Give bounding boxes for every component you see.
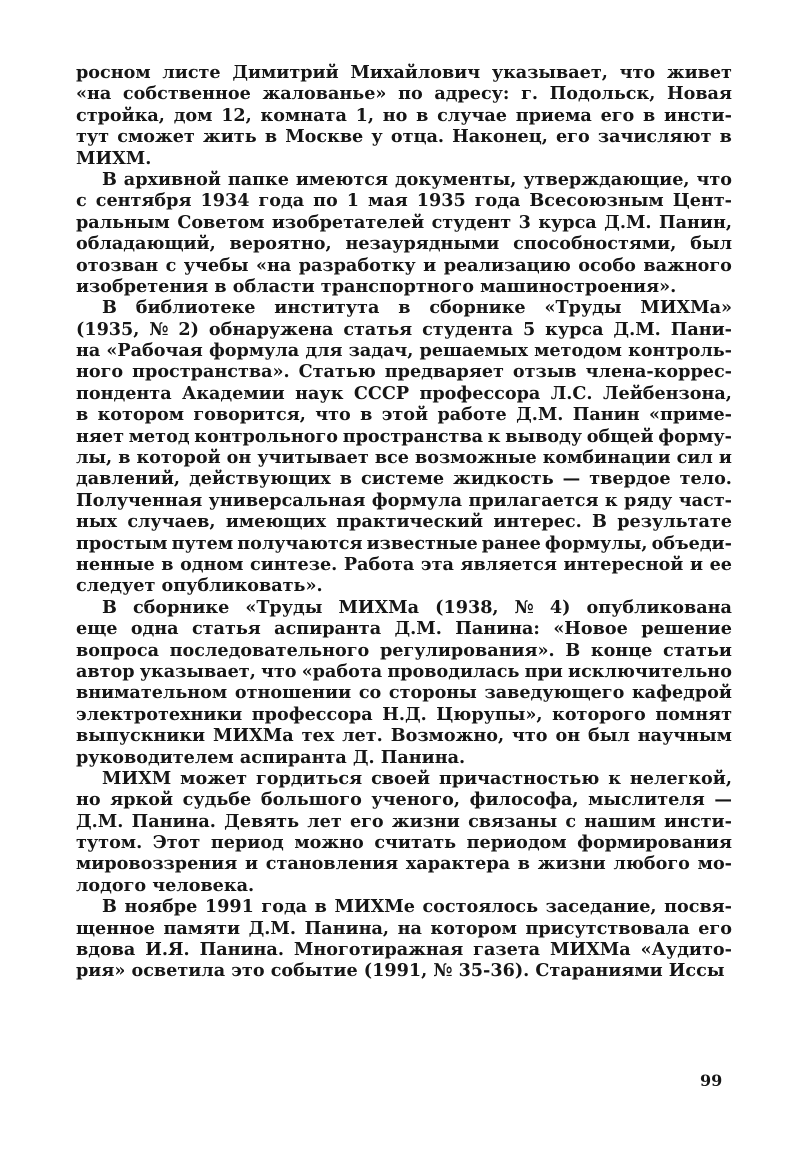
text-line: В сборнике «Труды МИХМа (1938, № 4) опубликована bbox=[102, 596, 732, 618]
text-line: обладающий, вероятно, незаурядными способностями, был bbox=[76, 233, 732, 255]
text-line: ненные в одном синтезе. Работа эта является интересной и ее bbox=[76, 553, 732, 575]
page-number: 99 bbox=[700, 1071, 723, 1090]
text-line: Д.М. Панина. Девять лет его жизни связаны с нашим инсти- bbox=[76, 810, 732, 832]
text-line: МИХМ. bbox=[76, 147, 152, 169]
text-line: ного пространства». Статью предваряет отзыв члена-коррес- bbox=[76, 361, 732, 383]
text-line: «на собственное жалованье» по адресу: г. Подольск, Новая bbox=[76, 83, 732, 105]
text-line: (1935, № 2) обнаружена статья студента 5 курса Д.М. Пани- bbox=[76, 318, 732, 340]
text-line: на «Рабочая формула для задач, решаемых методом контроль- bbox=[76, 340, 732, 362]
text-line: щенное памяти Д.М. Панина, на котором присутствовала его bbox=[76, 917, 732, 939]
text-line: тут сможет жить в Москве у отца. Наконец, его зачисляют в bbox=[76, 126, 732, 148]
text-line: руководителем аспиранта Д. Панина. bbox=[76, 746, 466, 768]
text-line: отозван с учебы «на разработку и реализацию особо важного bbox=[76, 254, 732, 276]
text-line: вопроса последовательного регулирования». В конце статьи bbox=[76, 639, 732, 661]
text-line: следует опубликовать». bbox=[76, 575, 323, 597]
paragraph bbox=[76, 62, 732, 169]
text-line: мировоззрения и становления характера в жизни любого мо- bbox=[76, 853, 732, 875]
text-line: МИХМ может гордиться своей причастностью к нелегкой, bbox=[102, 767, 732, 789]
text-line: вдова И.Я. Панина. Многотиражная газета МИХМа «Аудито- bbox=[76, 939, 732, 961]
text-line: с сентября 1934 года по 1 мая 1935 года Всесоюзным Цент- bbox=[76, 190, 732, 212]
text-line: лодого человека. bbox=[76, 874, 255, 896]
text-line: ных случаев, имеющих практический интерес. В результате bbox=[76, 511, 732, 533]
page-text bbox=[76, 62, 732, 982]
text-line: электротехники профессора Н.Д. Цюрупы», которого помнят bbox=[76, 703, 732, 725]
text-line: лы, в которой он учитывает все возможные комбинации сил и bbox=[76, 447, 732, 469]
text-line: еще одна статья аспиранта Д.М. Панина: «Новое решение bbox=[76, 618, 732, 640]
text-line: пондента Академии наук СССР профессора Л.С. Лейбензона, bbox=[76, 382, 732, 404]
text-line: простым путем получаются известные ранее формулы, объеди- bbox=[76, 532, 732, 554]
text-line: тутом. Этот период можно считать периодом формирования bbox=[76, 832, 732, 854]
paragraph bbox=[76, 597, 732, 768]
paragraph bbox=[76, 768, 732, 896]
text-line: В ноябре 1991 года в МИХМе состоялось заседание, посвя- bbox=[102, 896, 732, 918]
paragraph bbox=[76, 896, 732, 982]
text-line: но яркой судьбе большого ученого, философа, мыслителя — bbox=[76, 789, 732, 811]
text-line: в котором говорится, что в этой работе Д.М. Панин «приме- bbox=[76, 404, 732, 426]
text-line: Полученная универсальная формула прилагается к ряду част- bbox=[76, 489, 732, 511]
text-line: рия» осветила это событие (1991, № 35-36). Стараниями Иссы bbox=[76, 960, 725, 982]
text-line: няет метод контрольного пространства к выводу общей форму- bbox=[76, 425, 732, 447]
text-line: В архивной папке имеются документы, утверждающие, что bbox=[102, 168, 732, 190]
paragraph bbox=[76, 169, 732, 297]
text-line: автор указывает, что «работа проводилась при исключительно bbox=[76, 660, 732, 682]
text-line: выпускники МИХМа тех лет. Возможно, что он был научным bbox=[76, 725, 732, 747]
paragraph bbox=[76, 297, 732, 596]
text-line: стройка, дом 12, комната 1, но в случае приема его в инсти- bbox=[76, 104, 732, 126]
text-line: внимательном отношении со стороны заведующего кафедрой bbox=[76, 682, 732, 704]
text-line: ральным Советом изобретателей студент 3 курса Д.М. Панин, bbox=[76, 211, 732, 233]
text-line: росном листе Димитрий Михайлович указывает, что живет bbox=[76, 62, 732, 83]
text-line: давлений, действующих в системе жидкость — твердое тело. bbox=[76, 468, 732, 490]
text-line: В библиотеке института в сборнике «Труды МИХМа» bbox=[102, 297, 732, 319]
text-line: изобретения в области транспортного машиностроения». bbox=[76, 275, 677, 297]
